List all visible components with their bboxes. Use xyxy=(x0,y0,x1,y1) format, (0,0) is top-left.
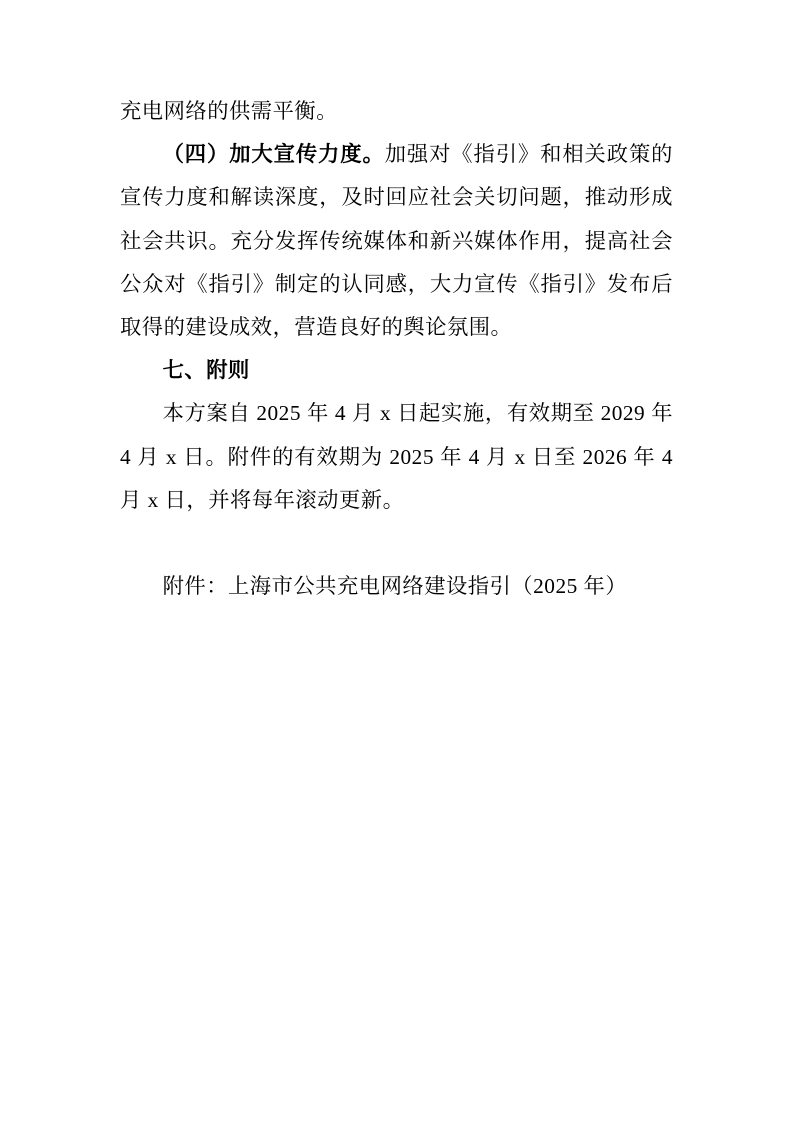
paragraph-publicity-lead: （四）加大宣传力度。 xyxy=(162,142,385,167)
section-heading-supplementary: 七、附则 xyxy=(162,358,250,383)
paragraph-validity-period: 本方案自 2025 年 4 月 x 日起实施，有效期至 2029 年 4 月 x 日。附件的有效期为 2025 年 4 月 x 日至 2026 年 4 月 x 日，并将每年滚动更新。 xyxy=(120,401,673,512)
attachment-line: 附件：上海市公共充电网络建设指引（2025 年） xyxy=(162,574,628,599)
paragraph-publicity-text: 加强对《指引》和相关政策的宣传力度和解读深度，及时回应社会关切问题，推动形成社会共识。充分发挥传统媒体和新兴媒体作用，提高社会公众对《指引》制定的认同感，大力宣传《指引》发布后取得的建设成效，营造良好的舆论氛围。 xyxy=(120,142,673,340)
paragraph-publicity xyxy=(120,133,673,349)
document-body xyxy=(120,90,673,608)
paragraph-continuation: 充电网络的供需平衡。 xyxy=(120,99,338,123)
